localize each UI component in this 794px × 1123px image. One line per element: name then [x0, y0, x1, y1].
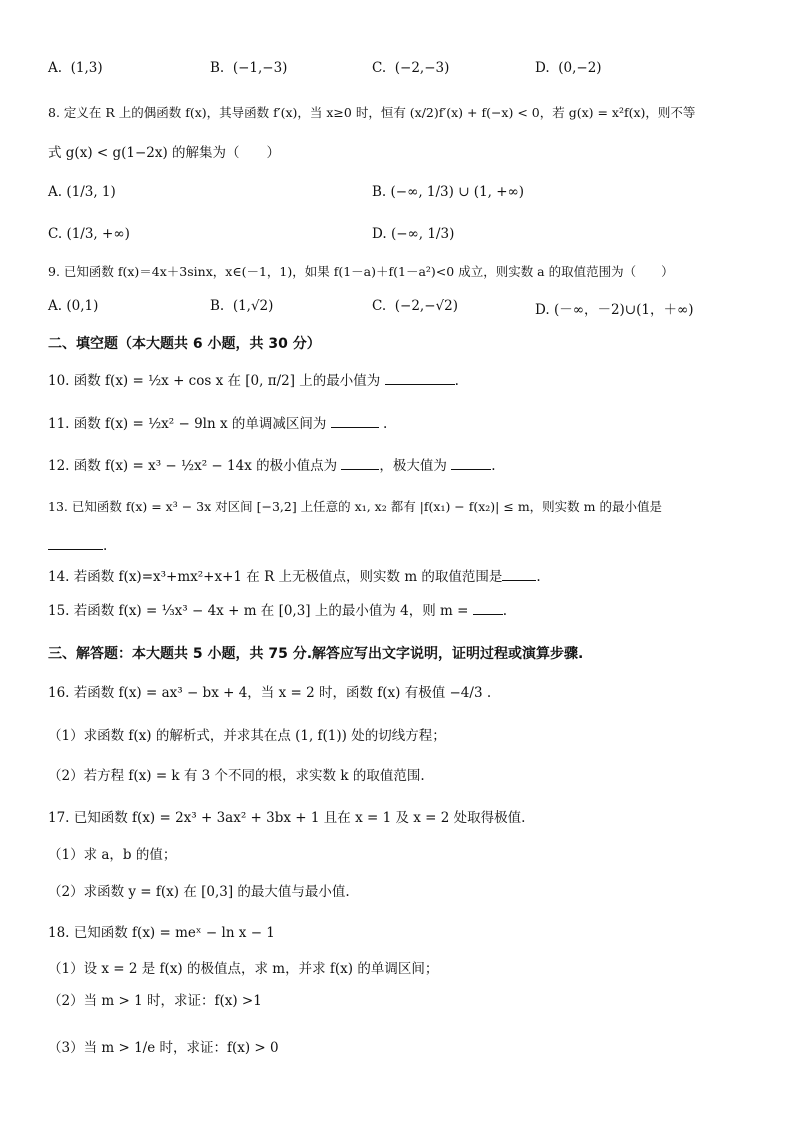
q15: 15. 若函数 f(x) = ⅓x³ − 4x + m 在 [0,3] 上的最小值为 4，则 m = .: [48, 600, 507, 621]
q13: 13. 已知函数 f(x) = x³ − 3x 对区间 [−3,2] 上任意的 x₁, x₂ 都有 |f(x₁) − f(x₂)| ≤ m，则实数 m 的最小值是: [48, 499, 662, 514]
q9-option-b: B. (1,√2): [210, 298, 274, 314]
q16-part2: （2）若方程 f(x) = k 有 3 个不同的根，求实数 k 的取值范围.: [48, 768, 425, 784]
q7-option-a: A. (1,3): [48, 60, 103, 76]
q8-option-a: A. (1/3, 1): [48, 184, 116, 200]
section-fill-in-heading: 二、填空题（本大题共 6 小题，共 30 分）: [48, 336, 321, 352]
section-solution-heading: 三、解答题：本大题共 5 小题，共 75 分.解答应写出文字说明，证明过程或演算步骤.: [48, 646, 584, 662]
q8-stem-line2: 式 g(x) < g(1−2x) 的解集为（ ）: [48, 145, 281, 161]
q11-answer-blank[interactable]: [331, 413, 379, 428]
q12-answer-blank-min[interactable]: [341, 455, 379, 470]
q8-option-c: C. (1/3, +∞): [48, 226, 130, 242]
q8-option-d: D. (−∞, 1/3): [372, 226, 455, 242]
q12: 12. 函数 f(x) = x³ − ½x² − 14x 的极小值点为 ，极大值为 .: [48, 455, 496, 476]
q18-part2: （2）当 m > 1 时，求证：f(x) >1: [48, 993, 262, 1009]
q17-stem: 17. 已知函数 f(x) = 2x³ + 3ax² + 3bx + 1 且在 x = 1 及 x = 2 处取得极值.: [48, 810, 526, 826]
q16-stem: 16. 若函数 f(x) = ax³ − bx + 4，当 x = 2 时，函数 f(x) 有极值 −4/3 .: [48, 685, 492, 701]
q15-answer-blank[interactable]: [473, 600, 503, 615]
q10: 10. 函数 f(x) = ½x + cos x 在 [0, π/2] 上的最小值为 .: [48, 370, 459, 391]
q13-answer-blank[interactable]: [48, 535, 103, 550]
q7-option-b: B. (−1,−3): [210, 60, 288, 76]
q7-option-c: C. (−2,−3): [372, 60, 450, 76]
q13-answer-line: .: [48, 535, 107, 556]
q9-option-a: A. (0,1): [48, 298, 99, 314]
q9-option-d: D. (－∞，－2)∪(1，＋∞): [535, 302, 694, 318]
q18-part3: （3）当 m > 1/e 时，求证：f(x) > 0: [48, 1040, 279, 1056]
q9-option-c: C. (−2,−√2): [372, 298, 458, 314]
q17-part2: （2）求函数 y = f(x) 在 [0,3] 的最大值与最小值.: [48, 884, 350, 900]
q17-part1: （1）求 a，b 的值；: [48, 847, 177, 863]
q14-answer-blank[interactable]: [502, 566, 536, 581]
q11: 11. 函数 f(x) = ½x² − 9ln x 的单调减区间为 .: [48, 413, 387, 434]
q18-part1: （1）设 x = 2 是 f(x) 的极值点，求 m，并求 f(x) 的单调区间；: [48, 961, 439, 977]
q12-answer-blank-max[interactable]: [451, 455, 491, 470]
q14: 14. 若函数 f(x)=x³+mx²+x+1 在 R 上无极值点，则实数 m 的取值范围是 .: [48, 566, 541, 587]
q10-answer-blank[interactable]: [385, 370, 455, 385]
q16-part1: （1）求函数 f(x) 的解析式，并求其在点 (1, f(1)) 处的切线方程；: [48, 728, 446, 744]
q7-option-d: D. (0,−2): [535, 60, 602, 76]
q18-stem: 18. 已知函数 f(x) = meˣ − ln x − 1: [48, 925, 275, 941]
q8-option-b: B. (−∞, 1/3) ∪ (1, +∞): [372, 184, 525, 200]
q8-stem-line1: 8. 定义在 R 上的偶函数 f(x)，其导函数 f′(x)，当 x≥0 时，恒有 (x/2)f′(x) + f(−x) < 0，若 g(x) = x²f(x)，则不等: [48, 105, 696, 120]
q9-stem: 9. 已知函数 f(x)＝4x＋3sinx，x∈(－1，1)，如果 f(1－a)＋f(1－a²)<0 成立，则实数 a 的取值范围为（ ）: [48, 264, 674, 279]
